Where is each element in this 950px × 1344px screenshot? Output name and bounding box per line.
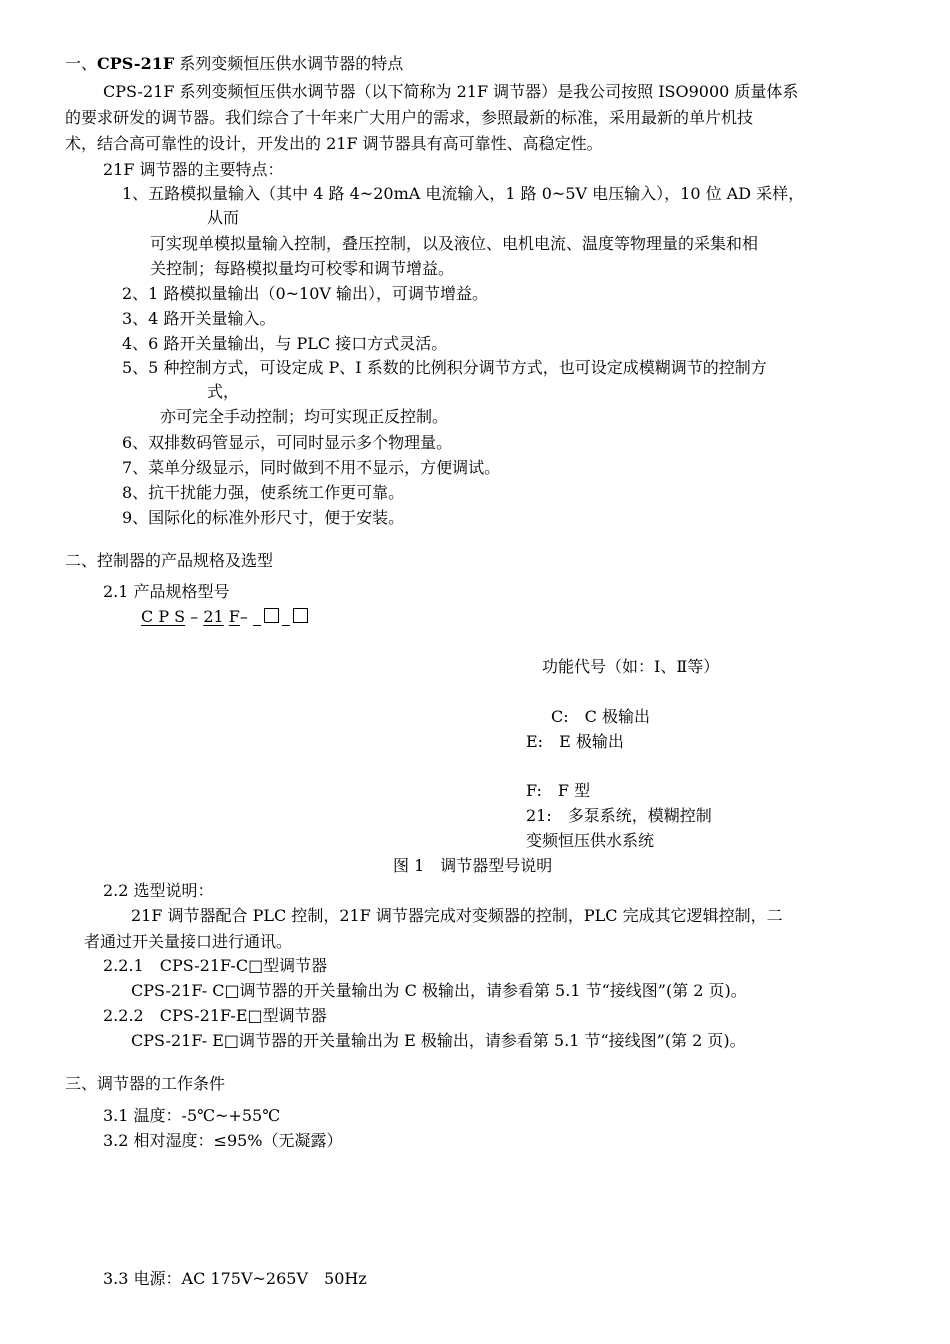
legend-e-output: E: E 极输出 <box>526 732 624 751</box>
condition-temperature: 3.1 温度：-5℃~+55℃ <box>103 1106 281 1125</box>
intro-line-2: 的要求研发的调节器。我们综合了十年来广大用户的需求，参照最新的标准，采用最新的单片机技 <box>65 108 754 127</box>
model-code: C P S – 21 F– <box>141 606 311 628</box>
legend-function-code: 功能代号（如：Ⅰ、Ⅱ等） <box>542 657 720 676</box>
figure-caption: 图 1 调节器型号说明 <box>393 856 553 875</box>
subsection-2-2-1: 2.2.1 CPS-21F-C□型调节器 <box>103 956 328 975</box>
feature-6: 6、双排数码管显示，可同时显示多个物理量。 <box>122 433 453 452</box>
feature-1-line-4: 关控制；每路模拟量均可校零和调节增益。 <box>150 259 455 278</box>
product-code: CPS-21F <box>97 54 175 73</box>
subsection-2-2-2-text: CPS-21F- E□调节器的开关量输出为 E 极输出，请参看第 5.1 节“接线图”(第 2 页)。 <box>131 1031 746 1050</box>
feature-1-line-3: 可实现单模拟量输入控制，叠压控制，以及液位、电机电流、温度等物理量的采集和相 <box>150 234 759 253</box>
selection-text-line-1: 21F 调节器配合 PLC 控制，21F 调节器完成对变频器的控制，PLC 完成其它逻辑控制，二 <box>131 906 783 925</box>
feature-7: 7、菜单分级显示，同时做到不用不显示，方便调试。 <box>122 458 501 477</box>
placeholder-box-icon <box>264 608 279 623</box>
feature-1-line-2: 从而 <box>207 208 240 227</box>
feature-2: 2、1 路模拟量输出（0~10V 输出），可调节增益。 <box>122 284 489 303</box>
section-1-title: 一、CPS-21F 系列变频恒压供水调节器的特点 <box>65 54 404 73</box>
feature-3: 3、4 路开关量输入。 <box>122 309 276 328</box>
feature-5-line-3: 亦可完全手动控制；均可实现正反控制。 <box>160 407 449 426</box>
feature-1-line-1: 1、五路模拟量输入（其中 4 路 4~20mA 电流输入，1 路 0~5V 电压输入），10 位 AD 采样， <box>122 184 805 203</box>
feature-5-line-2: 式， <box>207 382 240 401</box>
subsection-2-1: 2.1 产品规格型号 <box>103 582 230 601</box>
placeholder-box-icon <box>293 608 308 623</box>
subsection-2-2: 2.2 选型说明： <box>103 881 214 900</box>
intro-line-1: CPS-21F 系列变频恒压供水调节器（以下简称为 21F 调节器）是我公司按照 ISO9000 质量体系 <box>103 82 799 101</box>
feature-9: 9、国际化的标准外形尺寸，便于安装。 <box>122 508 405 527</box>
features-heading: 21F 调节器的主要特点： <box>103 160 284 179</box>
feature-8: 8、抗干扰能力强，使系统工作更可靠。 <box>122 483 405 502</box>
feature-4: 4、6 路开关量输出，与 PLC 接口方式灵活。 <box>122 334 448 353</box>
condition-humidity: 3.2 相对湿度：≤95%（无凝露） <box>103 1131 343 1150</box>
section-3-title: 三、调节器的工作条件 <box>65 1074 226 1093</box>
subsection-2-2-2: 2.2.2 CPS-21F-E□型调节器 <box>103 1006 327 1025</box>
condition-power: 3.3 电源：AC 175V~265V 50Hz <box>103 1269 367 1288</box>
legend-cps: 变频恒压供水系统 <box>526 831 655 850</box>
subsection-2-2-1-text: CPS-21F- C□调节器的开关量输出为 C 极输出，请参看第 5.1 节“接线图”(第 2 页)。 <box>131 981 747 1000</box>
intro-line-3: 术，结合高可靠性的设计，开发出的 21F 调节器具有高可靠性、高稳定性。 <box>65 134 603 153</box>
legend-21: 21: 多泵系统，模糊控制 <box>526 806 712 825</box>
legend-f-type: F: F 型 <box>526 781 591 800</box>
section-2-title: 二、控制器的产品规格及选型 <box>65 551 274 570</box>
feature-5-line-1: 5、5 种控制方式，可设定成 P、I 系数的比例积分调节方式，也可设定成模糊调节的控制方 <box>122 358 767 377</box>
legend-c-output: C: C 极输出 <box>551 707 650 726</box>
model-box-group <box>253 607 311 626</box>
selection-text-line-2: 者通过开关量接口进行通讯。 <box>84 932 293 951</box>
